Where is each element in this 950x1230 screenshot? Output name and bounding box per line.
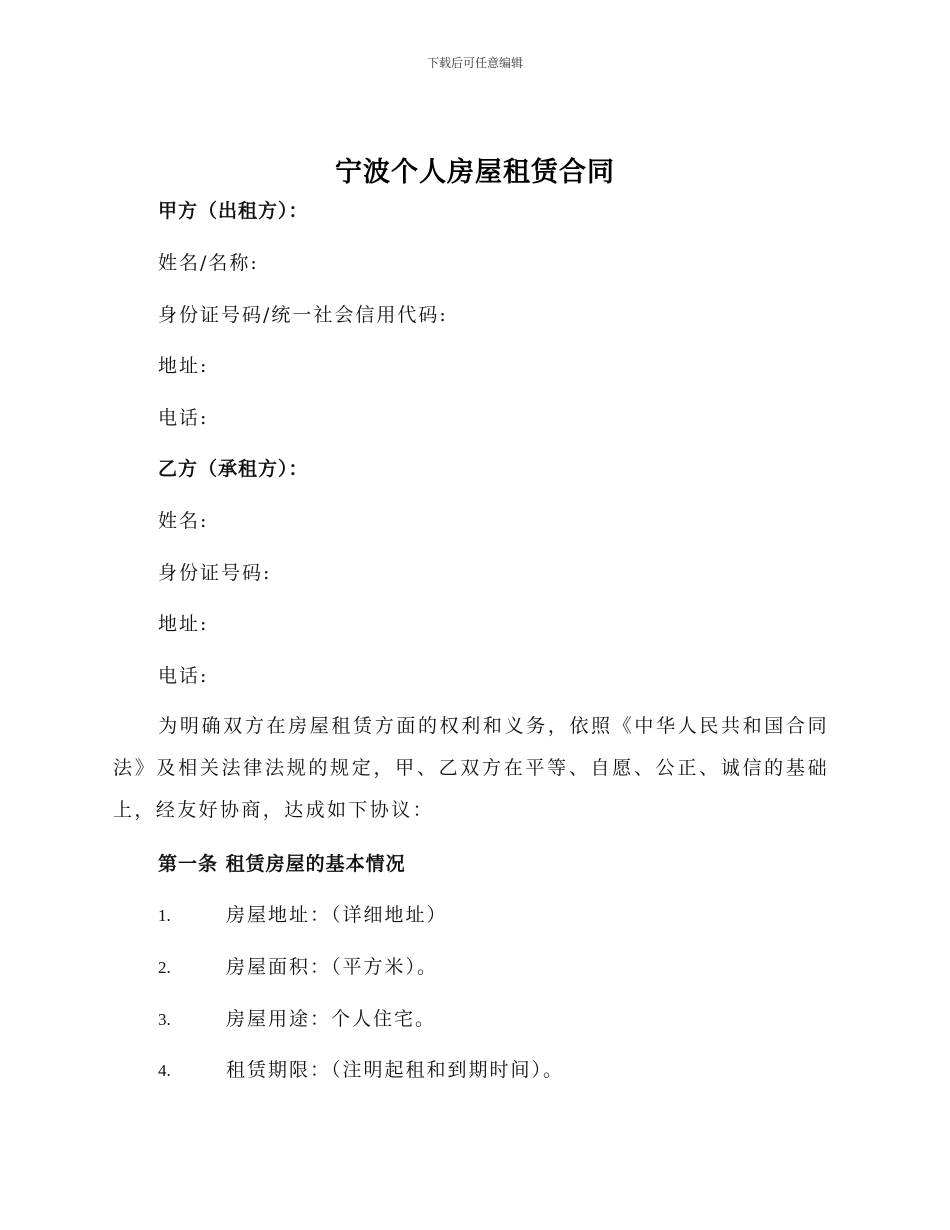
list-item-text: 租赁期限：（注明起租和到期时间）。 [226, 1059, 565, 1081]
list-item-number: 4. [158, 1061, 171, 1080]
list-item [158, 1007, 436, 1032]
party-b-name-label: 姓名: [158, 510, 209, 532]
party-a-heading: 甲方（出租方）： [158, 200, 309, 222]
list-item-number: 3. [158, 1010, 171, 1029]
party-a-id-label: 身份证号码/统一社会信用代码: [158, 304, 448, 326]
party-b-address-label: 地址: [158, 613, 209, 635]
preamble-text: 为明确双方在房屋租赁方面的权利和义务，依照《中华人民共和国合同法》及相关法律法规的规定，甲、乙双方在平等、自愿、公正、诚信的基础上，经友好协商，达成如下协议： [113, 715, 829, 821]
party-a-phone-label: 电话: [158, 407, 209, 429]
list-item-text: 房屋地址：（详细地址） [226, 904, 448, 926]
list-item [158, 1058, 564, 1083]
list-item [158, 955, 438, 980]
list-item-text: 房屋用途：个人住宅。 [226, 1008, 437, 1030]
header-note: 下载后可任意编辑 [426, 56, 523, 70]
list-item [158, 903, 448, 928]
document-title: 宁波个人房屋租赁合同 [335, 157, 615, 188]
article-1-heading: 第一条 租赁房屋的基本情况 [158, 853, 406, 875]
party-b-phone-label: 电话: [158, 665, 209, 687]
party-a-name-label: 姓名/名称: [158, 252, 259, 274]
party-b-id-label: 身份证号码: [158, 562, 272, 584]
party-a-address-label: 地址: [158, 355, 209, 377]
list-item-number: 1. [158, 906, 171, 925]
preamble-paragraph [113, 705, 829, 831]
list-item-number: 2. [158, 958, 171, 977]
list-item-text: 房屋面积：（平方米）。 [226, 956, 439, 978]
party-b-heading: 乙方（承租方）： [158, 458, 309, 480]
